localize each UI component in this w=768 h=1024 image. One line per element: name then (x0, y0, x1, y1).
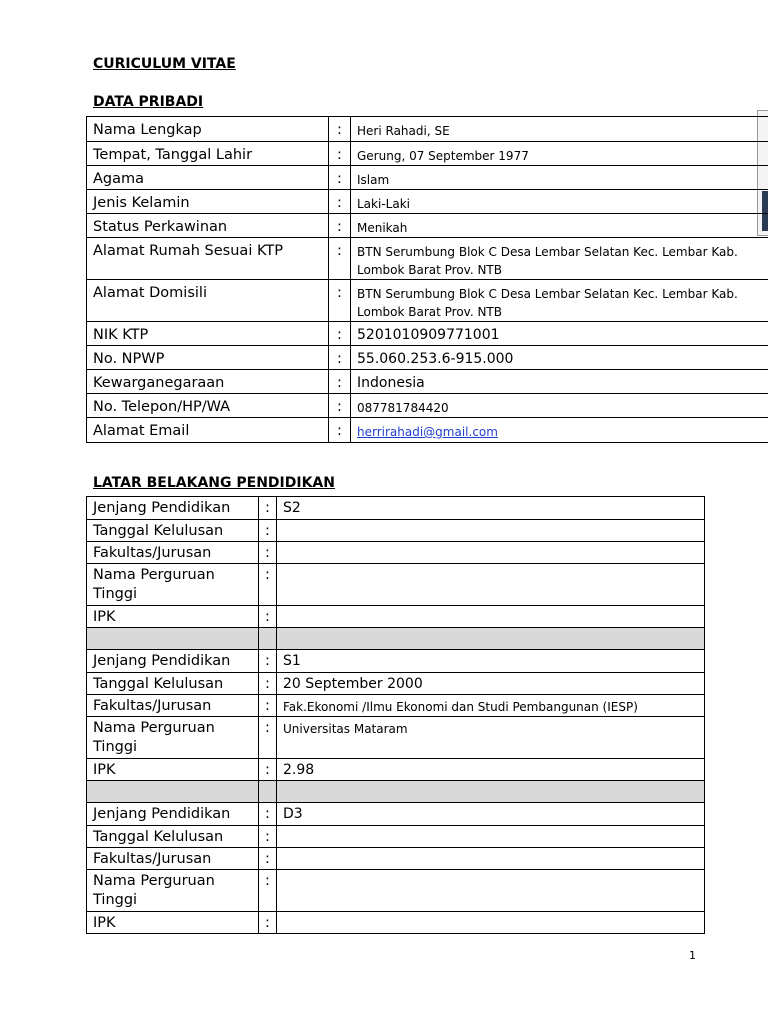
row-separator: : (259, 497, 277, 520)
table-row (87, 673, 705, 695)
row-value: 2.98 (277, 759, 705, 781)
row-label: Tanggal Kelulusan (87, 520, 259, 542)
table-row (87, 322, 768, 346)
row-label: No. Telepon/HP/WA (87, 394, 329, 418)
row-value (277, 912, 705, 934)
row-label: Kewarganegaraan (87, 370, 329, 394)
row-separator: : (259, 606, 277, 628)
row-separator: : (259, 564, 277, 606)
row-separator: : (329, 370, 351, 394)
row-separator: : (259, 759, 277, 781)
data-pribadi-table (86, 116, 768, 443)
row-value (277, 826, 705, 848)
row-separator: : (329, 166, 351, 190)
row-separator: : (329, 418, 351, 443)
row-separator: : (259, 542, 277, 564)
row-separator: : (259, 912, 277, 934)
table-row (87, 418, 768, 443)
row-separator: : (259, 870, 277, 912)
section-heading-data-pribadi: DATA PRIBADI (93, 94, 204, 110)
row-separator: : (259, 650, 277, 673)
row-separator: : (329, 142, 351, 166)
block-divider-row (87, 628, 705, 650)
divider-cell (277, 628, 705, 650)
table-row (87, 826, 705, 848)
row-label: Fakultas/Jurusan (87, 695, 259, 717)
document-title: CURICULUM VITAE (93, 56, 236, 72)
row-value: Laki-Laki (351, 190, 768, 214)
row-value (351, 418, 768, 443)
row-label: Tanggal Kelulusan (87, 673, 259, 695)
table-row (87, 759, 705, 781)
row-label: Jenis Kelamin (87, 190, 329, 214)
row-label: Jenjang Pendidikan (87, 650, 259, 673)
pendidikan-table (86, 496, 705, 934)
row-value (277, 870, 705, 912)
divider-cell (259, 628, 277, 650)
email-link[interactable]: herrirahadi@gmail.com (357, 425, 498, 439)
table-row (87, 280, 768, 322)
row-label: NIK KTP (87, 322, 329, 346)
row-value: BTN Serumbung Blok C Desa Lembar Selatan Kec. Lembar Kab. Lombok Barat Prov. NTB (351, 238, 768, 280)
table-row (87, 695, 705, 717)
row-value: BTN Serumbung Blok C Desa Lembar Selatan Kec. Lembar Kab. Lombok Barat Prov. NTB (351, 280, 768, 322)
divider-cell (277, 781, 705, 803)
row-separator: : (329, 117, 351, 142)
table-row (87, 606, 705, 628)
table-row (87, 870, 705, 912)
row-value (277, 606, 705, 628)
divider-cell (87, 628, 259, 650)
table-row (87, 370, 768, 394)
row-label: Nama Lengkap (87, 117, 329, 142)
row-label: Alamat Domisili (87, 280, 329, 322)
row-label: Nama Perguruan Tinggi (87, 564, 259, 606)
table-row (87, 142, 768, 166)
row-separator: : (329, 238, 351, 280)
table-row (87, 848, 705, 870)
row-separator: : (259, 520, 277, 542)
row-value: Gerung, 07 September 1977 (351, 142, 768, 166)
row-separator: : (329, 214, 351, 238)
row-value: Indonesia (351, 370, 768, 394)
divider-cell (87, 781, 259, 803)
row-label: Fakultas/Jurusan (87, 542, 259, 564)
table-row (87, 166, 768, 190)
page-number: 1 (689, 949, 696, 962)
row-separator: : (329, 280, 351, 322)
row-label: Tempat, Tanggal Lahir (87, 142, 329, 166)
row-label: Fakultas/Jurusan (87, 848, 259, 870)
row-label: Jenjang Pendidikan (87, 803, 259, 826)
row-label: Nama Perguruan Tinggi (87, 870, 259, 912)
table-row (87, 717, 705, 759)
row-value: 5201010909771001 (351, 322, 768, 346)
table-row (87, 497, 705, 520)
row-label: Nama Perguruan Tinggi (87, 717, 259, 759)
row-separator: : (329, 346, 351, 370)
row-value (277, 564, 705, 606)
row-separator: : (259, 848, 277, 870)
row-label: IPK (87, 912, 259, 934)
table-row (87, 238, 768, 280)
row-separator: : (259, 826, 277, 848)
table-row (87, 912, 705, 934)
table-row (87, 190, 768, 214)
row-value: D3 (277, 803, 705, 826)
row-label: Agama (87, 166, 329, 190)
row-value (277, 848, 705, 870)
table-row (87, 803, 705, 826)
row-value: Heri Rahadi, SE (351, 117, 768, 142)
row-value (277, 520, 705, 542)
table-row (87, 520, 705, 542)
row-separator: : (329, 394, 351, 418)
row-value: S1 (277, 650, 705, 673)
table-row (87, 650, 705, 673)
table-row (87, 542, 705, 564)
row-label: IPK (87, 606, 259, 628)
row-label: Jenjang Pendidikan (87, 497, 259, 520)
row-value: S2 (277, 497, 705, 520)
row-value: 20 September 2000 (277, 673, 705, 695)
row-value: Menikah (351, 214, 768, 238)
row-separator: : (259, 695, 277, 717)
row-separator: : (259, 803, 277, 826)
row-separator: : (259, 673, 277, 695)
row-separator: : (329, 322, 351, 346)
row-label: No. NPWP (87, 346, 329, 370)
row-separator: : (259, 717, 277, 759)
row-separator: : (329, 190, 351, 214)
row-value: 087781784420 (351, 394, 768, 418)
row-value: 55.060.253.6-915.000 (351, 346, 768, 370)
table-row (87, 214, 768, 238)
table-row (87, 394, 768, 418)
row-label: Alamat Rumah Sesuai KTP (87, 238, 329, 280)
table-row (87, 564, 705, 606)
row-label: Tanggal Kelulusan (87, 826, 259, 848)
block-divider-row (87, 781, 705, 803)
divider-cell (259, 781, 277, 803)
row-value: Islam (351, 166, 768, 190)
row-value: Universitas Mataram (277, 717, 705, 759)
row-value (277, 542, 705, 564)
table-row (87, 117, 768, 142)
row-label: Status Perkawinan (87, 214, 329, 238)
section-heading-pendidikan: LATAR BELAKANG PENDIDIKAN (93, 475, 335, 491)
row-label: Alamat Email (87, 418, 329, 443)
row-value: Fak.Ekonomi /Ilmu Ekonomi dan Studi Pembangunan (IESP) (277, 695, 705, 717)
table-row (87, 346, 768, 370)
row-label: IPK (87, 759, 259, 781)
